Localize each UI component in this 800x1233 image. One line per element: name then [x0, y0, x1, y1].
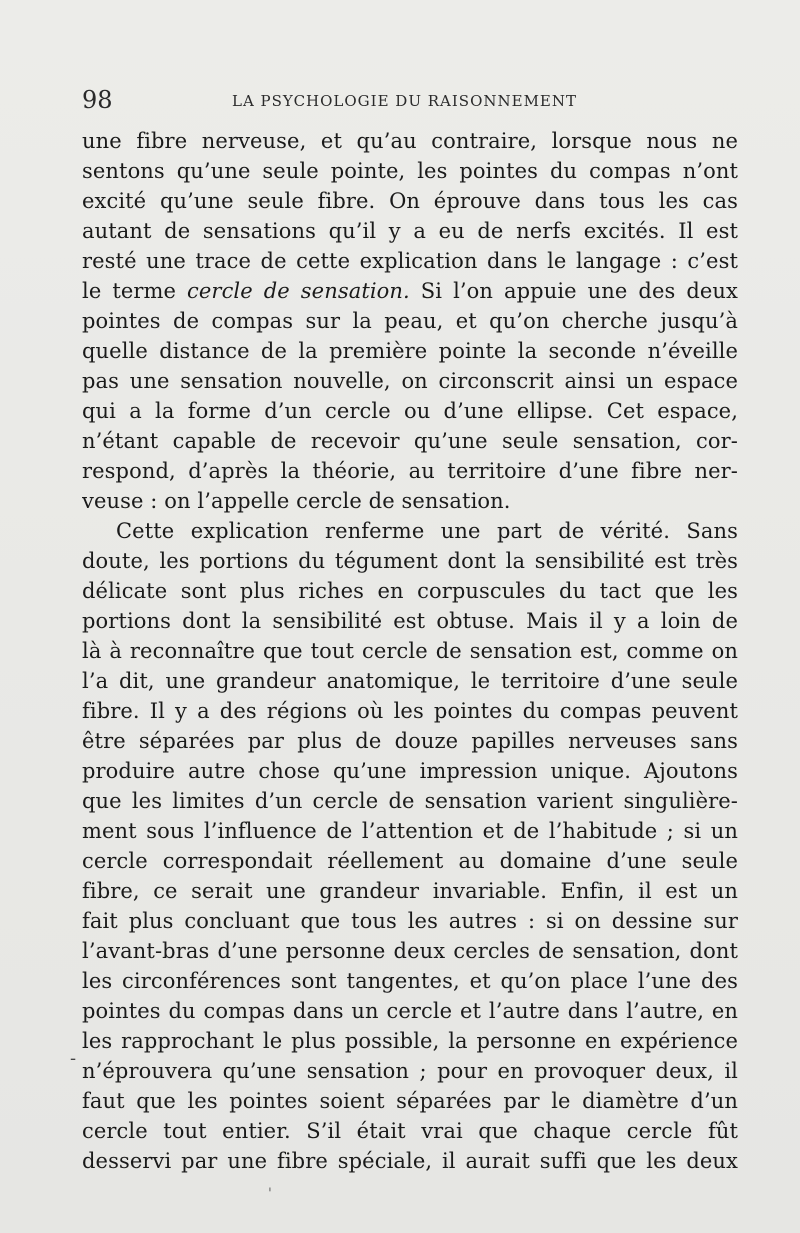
running-title: LA PSYCHOLOGIE DU RAISONNEMENT: [232, 92, 578, 110]
text-line: respond, d’après la théorie, au territoire d’une fibre ner-: [82, 459, 738, 483]
running-head: [82, 86, 738, 118]
text-line: [82, 276, 738, 306]
text-line: excité qu’une seule fibre. On éprouve dans tous les cas: [82, 189, 738, 213]
foot-mark: ': [268, 1186, 272, 1202]
text-line: portions dont la sensibilité est obtuse. Mais il y a loin de: [82, 609, 738, 633]
text-line: l’a dit, une grandeur anatomique, le territoire d’une seule: [82, 669, 738, 693]
body-text: [82, 126, 738, 1176]
text-line: être séparées par plus de douze papilles nerveuses sans: [82, 729, 738, 753]
text-fragment: le terme: [82, 279, 188, 303]
text-line: les circonférences sont tangentes, et qu’on place l’une des: [82, 969, 738, 993]
text-line: les rapprochant le plus possible, la personne en expérience: [82, 1029, 738, 1053]
text-line: pas une sensation nouvelle, on circonscrit ainsi un espace: [82, 369, 738, 393]
text-line: fibre. Il y a des régions où les pointes du compas peuvent: [82, 699, 738, 723]
text-line: n’éprouvera qu’une sensation ; pour en provoquer deux, il: [82, 1059, 738, 1083]
text-line: cercle correspondait réellement au domaine d’une seule: [82, 849, 738, 873]
text-line: qui a la forme d’un cercle ou d’une ellipse. Cet espace,: [82, 399, 738, 423]
text-line: resté une trace de cette explication dans le langage : c’est: [82, 249, 738, 273]
margin-mark: -: [70, 1048, 77, 1069]
page-number: 98: [82, 86, 113, 114]
text-line: doute, les portions du tégument dont la sensibilité est très: [82, 549, 738, 573]
text-line: cercle tout entier. S’il était vrai que chaque cercle fût: [82, 1119, 738, 1143]
text-line: n’étant capable de recevoir qu’une seule sensation, cor-: [82, 429, 738, 453]
text-line: fait plus concluant que tous les autres : si on dessine sur: [82, 909, 738, 933]
text-line: une fibre nerveuse, et qu’au contraire, lorsque nous ne: [82, 129, 738, 153]
text-line: desservi par une fibre spéciale, il aurait suffi que les deux: [82, 1149, 738, 1173]
text-line: produire autre chose qu’une impression unique. Ajoutons: [82, 759, 738, 783]
text-line: sentons qu’une seule pointe, les pointes du compas n’ont: [82, 159, 738, 183]
text-line: délicate sont plus riches en corpuscules du tact que les: [82, 579, 738, 603]
text-line: faut que les pointes soient séparées par le diamètre d’un: [82, 1089, 738, 1113]
text-line: Cette explication renferme une part de vérité. Sans: [116, 519, 738, 543]
text-line: ment sous l’influence de l’attention et de l’habitude ; si un: [82, 819, 738, 843]
text-line: autant de sensations qu’il y a eu de nerfs excités. Il est: [82, 219, 738, 243]
text-line: que les limites d’un cercle de sensation varient singulière-: [82, 789, 738, 813]
text-line: quelle distance de la première pointe la seconde n’éveille: [82, 339, 738, 363]
text-line: veuse : on l’appelle cercle de sensation.: [82, 489, 511, 513]
italic-term: cercle de sensation.: [187, 279, 410, 303]
text-fragment: Si l’on appuie une des deux: [409, 279, 738, 303]
text-line: pointes du compas dans un cercle et l’autre dans l’autre, en: [82, 999, 738, 1023]
text-line: pointes de compas sur la peau, et qu’on cherche jusqu’à: [82, 309, 738, 333]
text-line: là à reconnaître que tout cercle de sensation est, comme on: [82, 639, 738, 663]
text-line: l’avant-bras d’une personne deux cercles de sensation, dont: [82, 939, 738, 963]
text-line: fibre, ce serait une grandeur invariable. Enfin, il est un: [82, 879, 738, 903]
